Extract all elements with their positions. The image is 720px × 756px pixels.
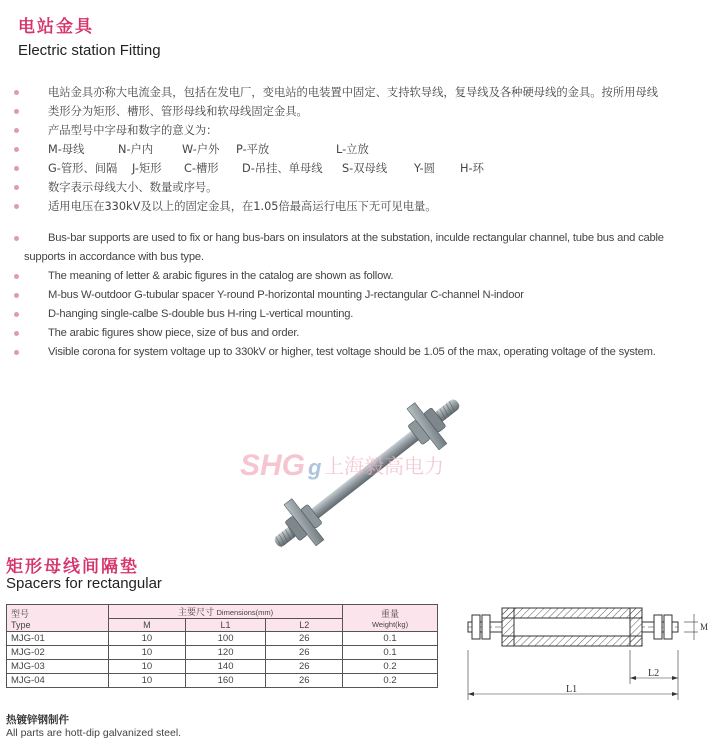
- bullet-dot: [14, 166, 19, 171]
- header-l2: L2: [266, 619, 343, 632]
- bullet-dot: [14, 90, 19, 95]
- bullet-dot: [14, 236, 19, 241]
- spec-table: [6, 604, 438, 688]
- code-row-2: G-管形、间隔 J-矩形 C-槽形 D-吊挂、单母线 S-双母线 Y-圆 H-环: [14, 159, 714, 178]
- product-photo: [232, 395, 502, 550]
- header-l1: L1: [185, 619, 266, 632]
- list-item: 适用电压在330kV及以上的固定金具，在1.05倍最高运行电压下无可见电量。: [14, 197, 714, 216]
- en-description: [14, 229, 714, 362]
- section2-title-en: Spacers for rectangular: [6, 575, 162, 592]
- list-item: 数字表示母线大小、数量或序号。: [14, 178, 714, 197]
- bullet-dot: [14, 312, 19, 317]
- bullet-dot: [14, 274, 19, 279]
- table-header-row: [7, 605, 438, 619]
- bullet-dot: [14, 147, 19, 152]
- header-dimensions: 主要尺寸 Dimensions(mm): [109, 605, 343, 619]
- section-title-cn: 电站金具: [18, 17, 94, 37]
- dim-label-l1: L1: [566, 684, 578, 695]
- list-item: 产品型号中字母和数字的意义为：: [14, 121, 714, 140]
- bullet-dot: [14, 128, 19, 133]
- bullet-dot: [14, 185, 19, 190]
- table-row: MJG-04 10 160 26 0.2: [7, 674, 438, 688]
- bullet-dot: [14, 204, 19, 209]
- bullet-dot: [14, 293, 19, 298]
- header-weight: 重量 Weight(kg): [343, 605, 438, 632]
- cn-description: [14, 83, 714, 216]
- list-item: 类形分为矩形、槽形、管形母线和软母线固定金具。: [14, 102, 714, 121]
- header-type: 型号 Type: [7, 605, 109, 632]
- bullet-dot: [14, 350, 19, 355]
- list-item: The meaning of letter & arabic figures in the catalog are shown as follow.: [14, 267, 714, 286]
- list-item: M-bus W-outdoor G-tubular spacer Y-round P-horizontal mounting J-rectangular C-channel N-indoor: [14, 286, 714, 305]
- footer-cn: 热镀锌钢制件: [6, 714, 69, 726]
- table-row: MJG-03 10 140 26 0.2: [7, 660, 438, 674]
- section2-title-cn: 矩形母线间隔垫: [6, 557, 139, 577]
- bullet-dot: [14, 331, 19, 336]
- header-m: M: [109, 619, 186, 632]
- watermark-text: 上海毅高电力: [324, 454, 444, 478]
- code-row-1: M-母线 N-户内 W-户外 P-平放 L-立放: [14, 140, 714, 159]
- bolt-illustration: [232, 395, 502, 550]
- bullet-dot: [14, 109, 19, 114]
- table-row: MJG-02 10 120 26 0.1: [7, 646, 438, 660]
- watermark-logo: SHG: [240, 449, 306, 482]
- dim-label-m: M: [700, 622, 709, 632]
- section-title-en: Electric station Fitting: [18, 42, 161, 59]
- technical-drawing: [460, 600, 714, 710]
- footer-en: All parts are hott-dip galvanized steel.: [6, 727, 182, 739]
- list-item: Visible corona for system voltage up to 330kV or higher, test voltage should be 1.05 of the max, operating voltage of the system.: [14, 343, 714, 362]
- list-item: The arabic figures show piece, size of bus and order.: [14, 324, 714, 343]
- list-item: Bus-bar supports are used to fix or hang bus-bars on insulators at the substation, inculde rectangular channel, tube bus and cable: [14, 229, 714, 248]
- list-item-continued: supports in accordance with bus type.: [24, 251, 204, 263]
- list-item: 电站金具亦称大电流金具，包括在发电厂，变电站的电装置中固定、支持软导线，复导线及各种硬母线的金具。按所用母线: [14, 83, 714, 102]
- table-row: MJG-01 10 100 26 0.1: [7, 632, 438, 646]
- watermark-logo-sub: g: [308, 455, 322, 480]
- dim-label-l2: L2: [648, 668, 660, 679]
- list-item: D-hanging single-calbe S-double bus H-ring L-vertical mounting.: [14, 305, 714, 324]
